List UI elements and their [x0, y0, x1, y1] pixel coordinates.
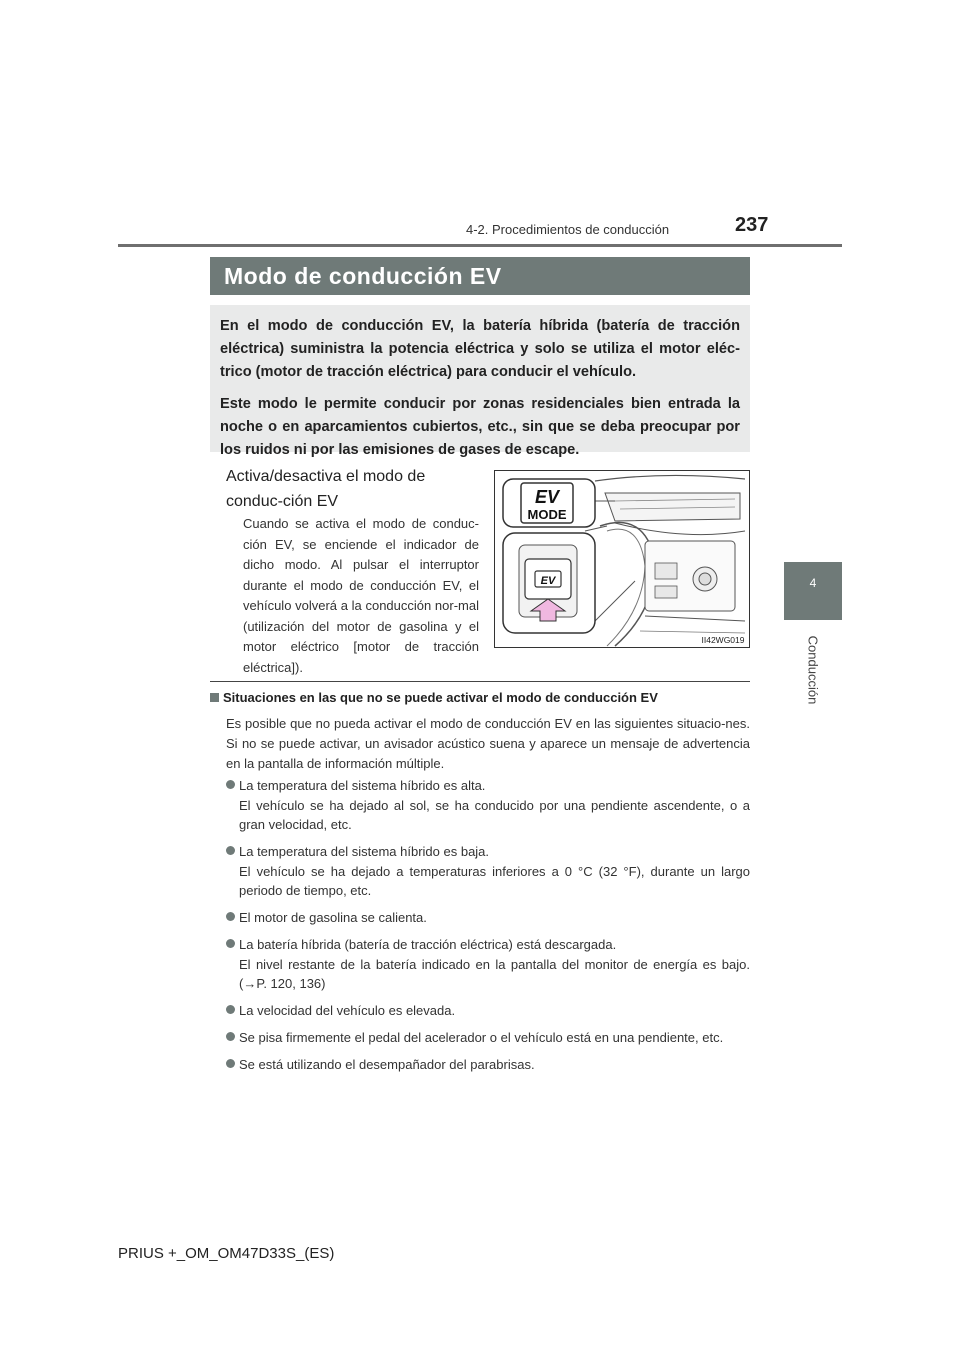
- section-heading: [210, 690, 658, 705]
- page-title: Modo de conducción EV: [224, 263, 502, 289]
- list-item-main: La velocidad del vehículo es elevada.: [239, 1003, 456, 1018]
- badge-ev-text: EV: [534, 487, 560, 507]
- list-item-main: La temperatura del sistema híbrido es alta.: [239, 778, 486, 793]
- list-item: [226, 908, 750, 928]
- page-number: 237: [735, 214, 769, 236]
- list-item: [226, 1028, 750, 1048]
- list-item-main: El motor de gasolina se calienta.: [239, 910, 427, 925]
- list-item: [226, 1055, 750, 1075]
- ev-button-label: EV: [540, 575, 556, 587]
- list-item-detail: El nivel restante de la batería indicado en la pantalla del monitor de energía es bajo. (→P. 120, 136): [239, 956, 750, 991]
- header-rule: [118, 244, 842, 247]
- list-item-main: La temperatura del sistema híbrido es baja.: [239, 844, 490, 859]
- page-title-bar: [210, 257, 750, 295]
- list-item: [226, 935, 750, 994]
- list-item-main: Se está utilizando el desempañador del parabrisas.: [239, 1057, 535, 1072]
- section-heading-text: Situaciones en las que no se puede activar el modo de conducción EV: [223, 690, 658, 705]
- section-rule: [210, 681, 750, 682]
- list-item-main: Se pisa firmemente el pedal del acelerador o el vehículo está en una pendiente, etc.: [239, 1030, 724, 1045]
- chapter-number: 4: [809, 576, 817, 590]
- chapter-tab: [784, 562, 842, 620]
- chapter-label: Conducción: [805, 635, 821, 705]
- header-section-title: 4-2. Procedimientos de conducción: [466, 222, 670, 237]
- action-description: Cuando se activa el modo de conduc-ción EV, se enciende el indicador de dicho modo. Al pulsar el interruptor durante el modo de conducción EV, el vehículo volverá a la conducción nor-mal (utilización del motor de gasolina y el motor eléctrico [motor de tracción eléctrica]).: [243, 516, 479, 675]
- bullet-dot-icon: [226, 1059, 235, 1068]
- list-item: [226, 776, 750, 835]
- dashboard-drawing: [495, 471, 751, 649]
- list-item: [226, 842, 750, 901]
- list-item-detail: El vehículo se ha dejado al sol, se ha conducido por una pendiente ascendente, o a gran velocidad, etc.: [239, 797, 750, 832]
- badge-mode-text: MODE: [527, 507, 567, 522]
- footer-doc-code: PRIUS +_OM_OM47D33S_(ES): [118, 1245, 335, 1262]
- list-item-main: La batería híbrida (batería de tracción eléctrica) está descargada.: [239, 937, 617, 952]
- bullet-dot-icon: [226, 846, 235, 855]
- bullet-dot-icon: [226, 939, 235, 948]
- conditions-list: [226, 776, 750, 1082]
- list-item-detail: El vehículo se ha dejado a temperaturas inferiores a 0 °C (32 °F), durante un largo periodo de tiempo, etc.: [239, 863, 750, 898]
- illustration-code: II42WG019: [701, 635, 745, 645]
- ev-mode-illustration: [494, 470, 750, 648]
- intro-box: [210, 305, 750, 458]
- list-item: [226, 1001, 750, 1021]
- bullet-dot-icon: [226, 1005, 235, 1014]
- intro-paragraph-1: En el modo de conducción EV, la batería híbrida (batería de tracción eléctrica) suministra la potencia eléctrica y solo se utiliza el motor eléc-trico (motor de tracción eléctrica) para conducir el vehículo.: [220, 318, 740, 380]
- action-title: Activa/desactiva el modo de conduc-ción EV: [226, 468, 426, 510]
- square-bullet-icon: [210, 693, 219, 702]
- bullet-dot-icon: [226, 780, 235, 789]
- intro-paragraph-2: Este modo le permite conducir por zonas residenciales bien entrada la noche o en aparcamientos cubiertos, etc., sin que se deba preocupar por los ruidos ni por las emisiones de gases de escape.: [220, 396, 740, 458]
- bullet-dot-icon: [226, 1032, 235, 1041]
- bullet-dot-icon: [226, 912, 235, 921]
- section-intro: Es posible que no pueda activar el modo de conducción EV en las siguientes situacio-nes. Si no se puede activar, un avisador acústico suena y aparece un mensaje de advertencia en la pantalla de información múltiple.: [226, 716, 750, 771]
